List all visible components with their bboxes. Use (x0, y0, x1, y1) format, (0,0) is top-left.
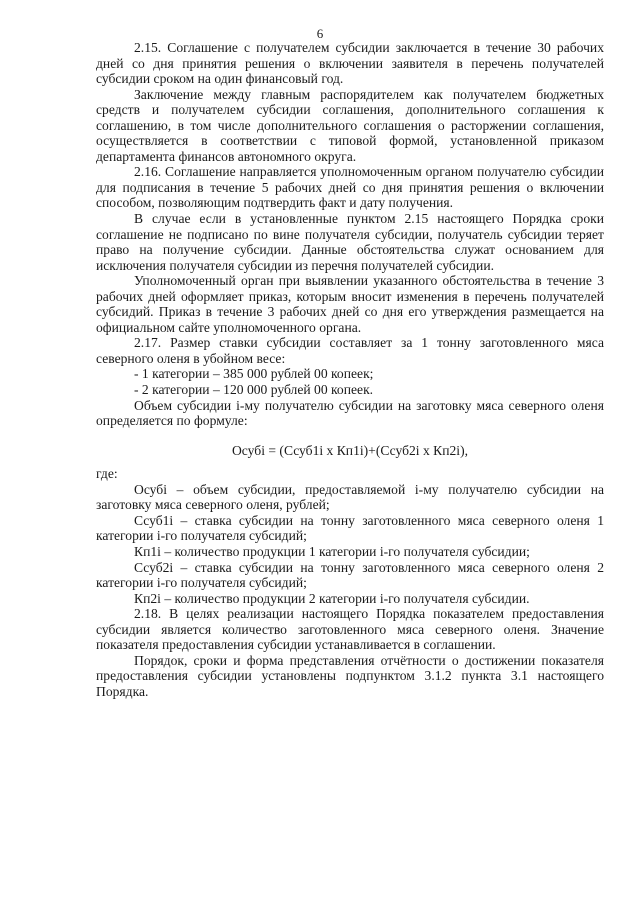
list-item-category-1: - 1 категории – 385 000 рублей 00 копеек; (134, 366, 374, 382)
paragraph-2-15: 2.15. Соглашение с получателем субсидии заключается в течение 30 рабочих дней со дня принятия решения о включении заявителя в перечень получателей субсидии сроком на один финансовый год. (96, 40, 604, 87)
formula-definition-kp2: Кп2i – количество продукции 2 категории i-го получателя субсидии. (134, 590, 530, 606)
paragraph-reporting: Порядок, сроки и форма представления отчётности о достижении показателя предоставления субсидии установлены подпунктом 3.1.2 пункта 3.1 настоящего Порядка. (96, 652, 604, 699)
paragraph-2-18: 2.18. В целях реализации настоящего Порядка показателем предоставления субсидии является количество заготовленного мяса северного оленя. Значение показателя предоставления субсидии устанавливается в соглашении. (96, 606, 604, 653)
formula-definition-osub: Осубi – объем субсидии, предоставляемой i-му получателю субсидии на заготовку мяса северного оленя, рублей; (96, 481, 604, 513)
formula-definition-ssub1: Ссуб1i – ставка субсидии на тонну заготовленного мяса северного оленя 1 категории i-го получателя субсидий; (96, 512, 604, 544)
formula-definition-kp1: Кп1i – количество продукции 1 категории i-го получателя субсидии; (134, 543, 530, 559)
paragraph-2-16: 2.16. Соглашение направляется уполномоченным органом получателю субсидии для подписания в течение 5 рабочих дней со дня принятия решения о включении способом, позволяющим подтвердить факт и дату получения. (96, 164, 604, 211)
paragraph-unsigned-agreement: В случае если в установленные пунктом 2.15 настоящего Порядка сроки соглашение не подписано по вине получателя субсидии, получатель субсидии теряет право на получение субсидии. Данные обстоятельства служат основанием для исключения получателя субсидии из перечня получателей субсидии. (96, 211, 604, 273)
page-number: 6 (316, 26, 324, 41)
paragraph-agreement-conclusion: Заключение между главным распорядителем как получателем бюджетных средств и получателем субсидии соглашения, дополнительного соглашения к соглашению, в том числе дополнительного соглашения о расторжении соглашения, осуществляется в соответствии с типовой формой, установленной приказом департамента финансов автономного округа. (96, 86, 604, 164)
formula-where-label: где: (96, 466, 118, 482)
paragraph-authorized-body-order: Уполномоченный орган при выявлении указанного обстоятельства в течение 3 рабочих дней оформляет приказ, которым вносит изменения в перечень получателей субсидий. Приказ в течение 3 рабочих дней со дня его утверждения размещается на официальном сайте уполномоченного органа. (96, 273, 604, 335)
list-item-category-2: - 2 категории – 120 000 рублей 00 копеек. (134, 382, 374, 398)
paragraph-subsidy-volume: Объем субсидии i-му получателю субсидии на заготовку мяса северного оленя определяется по формуле: (96, 397, 604, 429)
paragraph-2-17: 2.17. Размер ставки субсидии составляет за 1 тонну заготовленного мяса северного оленя в убойном весе: (96, 335, 604, 366)
document-body (96, 40, 604, 699)
formula-definition-ssub2: Ссуб2i – ставка субсидии на тонну заготовленного мяса северного оленя 2 категории i-го получателя субсидий; (96, 559, 604, 591)
subsidy-formula: Осубi = (Ссуб1i х Кп1i)+(Ссуб2i х Кп2i), (231, 442, 469, 458)
